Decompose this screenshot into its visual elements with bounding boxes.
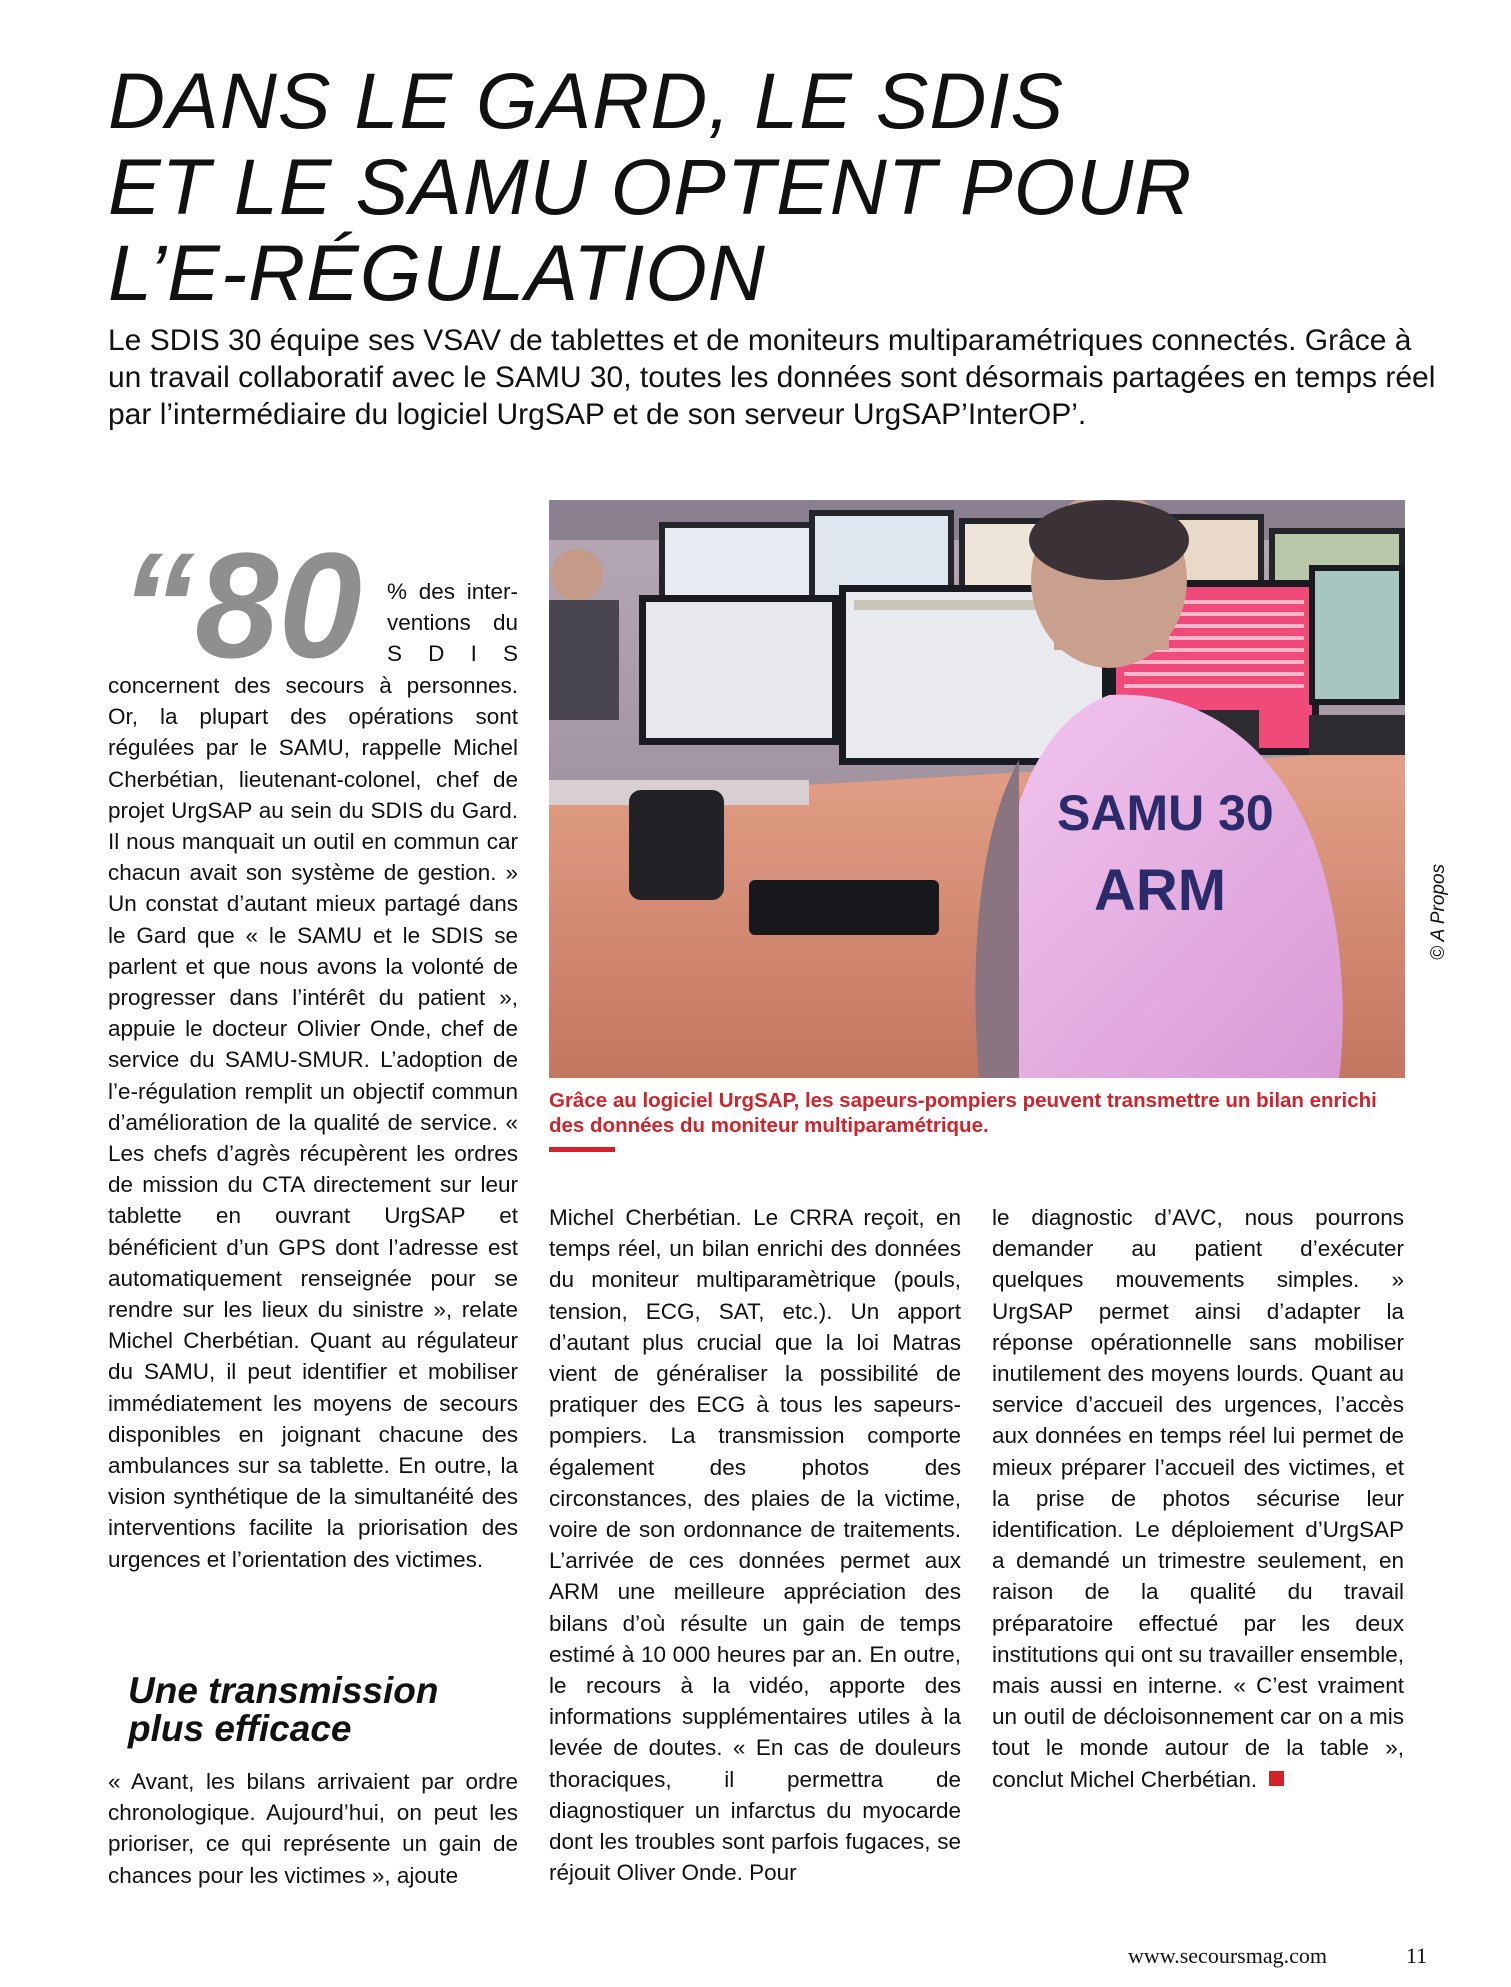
quote-mark: “ — [120, 521, 195, 689]
vest-text-line1: SAMU 30 — [1057, 785, 1274, 841]
column-2-body: Michel Cherbétian. Le CRRA reçoit, en temps réel, un bilan enrichi des données du moniteur multiparamètrique (pouls, tension, ECG, SAT, etc.). Un apport d’autant plus crucial que la loi Matras vient de généraliser la possibilité de pratiquer des ECG à tous les sapeurs-pompiers. La transmission comporte également des photos des circonstances, des plaies de la victime, voire de son ordonnance de traitements. L’arrivée de ces données permet aux ARM une meilleure appréciation des bilans d’où résulte un gain de temps estimé à 10 000 heures par an. En outre, le recours à la vidéo, apporte des informations supplémentaires utiles à la levée de doutes. « En cas de douleurs thoraciques, il permettra de diagnostiquer un infarctus du myocarde dont les troubles sont parfois fugaces, se réjouit Oliver Onde. Pour — [549, 1205, 961, 1886]
column-1-body: concernent des secours à personnes. Or, la plupart des opérations sont régulées par le SAMU, rappelle Michel Cherbétian, lieutenant-colonel, chef de projet UrgSAP au sein du SDIS du Gard. Il nous manquait un outil en commun car chacun avait son système de gestion. » Un constat d’autant mieux partagé dans le Gard que « le SAMU et le SDIS se parlent et que nous avons la volonté de progresser dans l’intérêt du patient », appuie le docteur Olivier Onde, chef de service du SAMU-SMUR. L’adoption de l’e-régulation remplit un objectif commun d’amélioration de la qualité de service. « Les chefs d’agrès récupèrent les ordres de mission du CTA directement sur leur tablette en ouvrant UrgSAP et bénéficient d’un GPS dont l’adresse est automatiquement renseignée pour se rendre sur les lieux du sinistre », relate Michel Cherbétian. Quant au régulateur du SAMU, il peut identifier et mobiliser immédiatement les moyens de secours disponibles en joignant chacune des ambulances sur sa tablette. En outre, la vision synthétique de la simultanéité des interventions facilite la priorisation des urgences et l’orientation des victimes. — [108, 673, 518, 1572]
caption-rule — [549, 1147, 615, 1152]
side-line: % des inter- — [387, 579, 518, 604]
title-line: L’E-RÉGULATION — [108, 228, 766, 317]
article-title — [108, 58, 1408, 316]
dropcap-number: 80 — [195, 521, 362, 689]
dropcap-quote — [120, 521, 362, 689]
photo-caption: Grâce au logiciel UrgSAP, les sapeurs-pompiers peuvent transmettre un bilan enrichi des données du moniteur multiparamétrique. — [549, 1089, 1377, 1137]
column-3-text: le diagnostic d’AVC, nous pourrons demander au patient d’exécuter quelques mouvements simples. » UrgSAP permet ainsi d’adapter la réponse opérationnelle sans mobiliser inutilement des moyens lourds. Quant au service d’accueil des urgences, l’accès aux données en temps réel lui permet de mieux préparer l’accueil des victimes, et la prise de photos sécurise leur identification. Le déploiement d’UrgSAP a demandé un trimestre seulement, en raison de la qualité du travail préparatoire effectué par les deux institutions qui ont su travailler ensemble, mais aussi en interne. « C’est vraiment un outil de décloisonnement car on a mis tout le monde autour de la table », conclut Michel Cherbétian. — [992, 1205, 1404, 1792]
side-line: S D I S — [387, 641, 518, 666]
article-intro: Le SDIS 30 équipe ses VSAV de tablettes et de moniteurs multiparamétriques connectés. Grâce à un travail collaboratif avec le SAMU 30, toutes les données sont désormais partagées en temps réel par l’intermédiaire du logiciel UrgSAP et de son serveur UrgSAP’InterOP’. — [108, 324, 1436, 431]
title-line: ET LE SAMU OPTENT POUR — [108, 142, 1193, 231]
dropcap-side-text — [387, 576, 518, 669]
section-subheading — [128, 1672, 438, 1748]
footer-website: www.secoursmag.com — [1128, 1943, 1327, 1968]
side-line: ventions du — [387, 610, 518, 635]
article-photo — [549, 500, 1405, 1078]
photo-credit: © A Propos — [1428, 863, 1449, 960]
vest-text-line2: ARM — [1094, 858, 1227, 923]
page-number: 11 — [1406, 1943, 1428, 1968]
column-1-bottom: « Avant, les bilans arrivaient par ordre chronologique. Aujourd’hui, on peut les prioriser, ce qui représente un gain de chances pour les victimes », ajoute — [108, 1769, 518, 1888]
column-3-body — [992, 1202, 1404, 1795]
subhead-line: plus efficace — [128, 1708, 352, 1749]
end-of-article-mark — [1269, 1771, 1284, 1786]
control-room-illustration — [549, 500, 1405, 1078]
title-line: DANS LE GARD, LE SDIS — [108, 56, 1065, 145]
subhead-line: Une transmission — [128, 1670, 439, 1711]
